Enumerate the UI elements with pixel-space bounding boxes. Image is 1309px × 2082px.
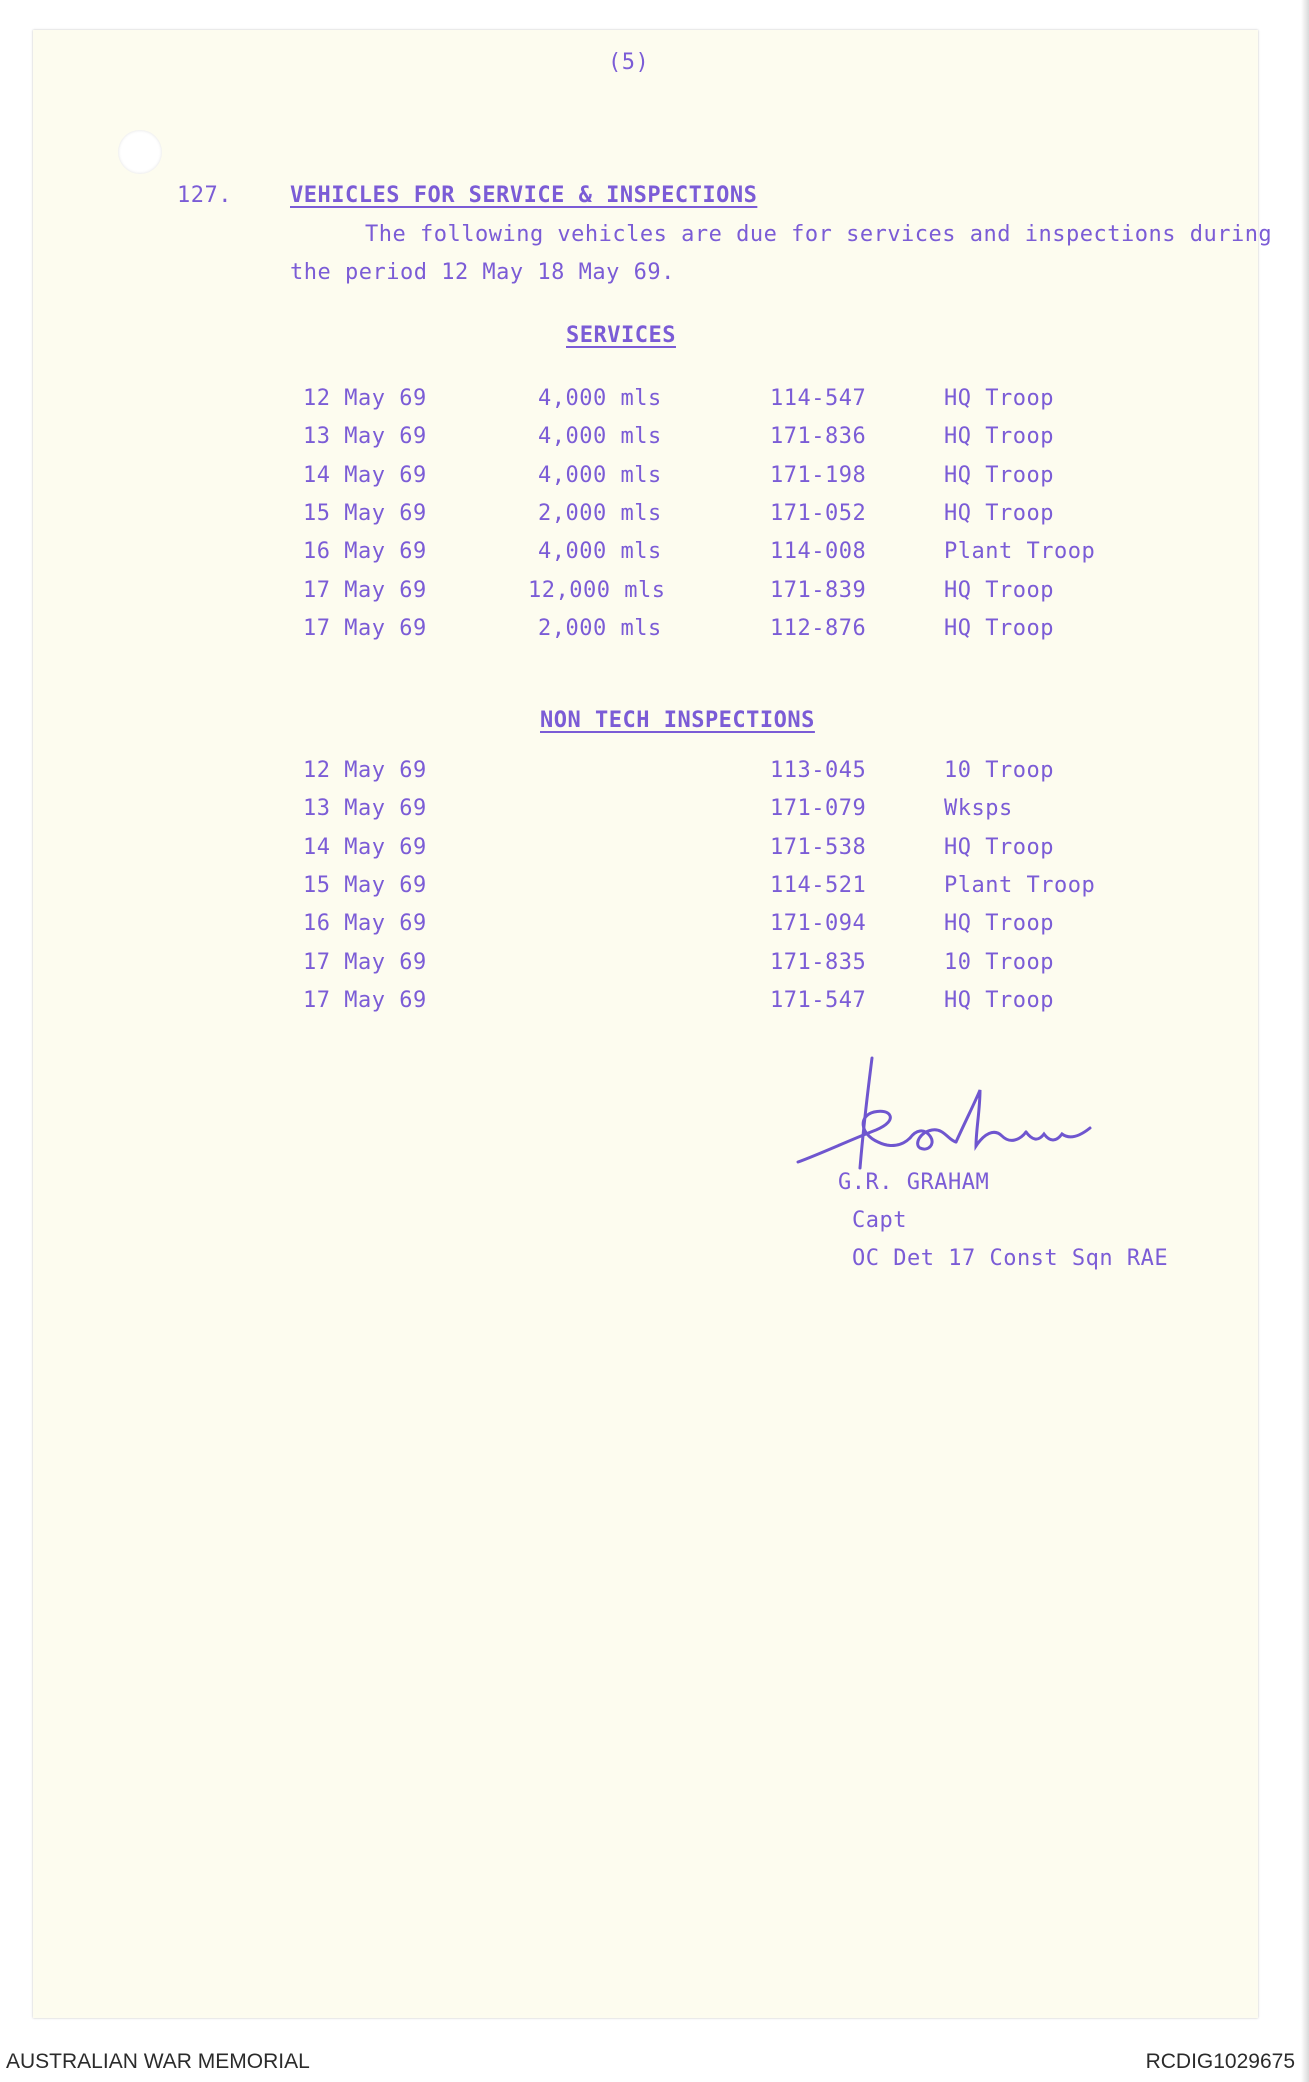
- signatory-position: OC Det 17 Const Sqn RAE: [852, 1246, 1169, 1271]
- row-unit: HQ Troop: [944, 911, 1054, 936]
- row-vehicle: 113-045: [770, 758, 867, 783]
- row-date: 14 May 69: [303, 463, 427, 488]
- row-unit: HQ Troop: [944, 988, 1054, 1013]
- row-date: 12 May 69: [303, 386, 427, 411]
- row-date: 17 May 69: [303, 578, 427, 603]
- row-vehicle: 114-521: [770, 873, 867, 898]
- row-distance: 4,000 mls: [538, 386, 662, 411]
- row-unit: HQ Troop: [944, 501, 1054, 526]
- row-unit: HQ Troop: [944, 424, 1054, 449]
- row-vehicle: 171-052: [770, 501, 867, 526]
- row-distance: 4,000 mls: [538, 463, 662, 488]
- row-vehicle: 114-547: [770, 386, 867, 411]
- row-vehicle: 171-547: [770, 988, 867, 1013]
- row-vehicle: 171-079: [770, 796, 867, 821]
- footer-left: AUSTRALIAN WAR MEMORIAL: [6, 2050, 310, 2073]
- row-date: 15 May 69: [303, 873, 427, 898]
- row-distance: 2,000 mls: [538, 616, 662, 641]
- punch-hole: [118, 130, 162, 174]
- row-distance: 12,000 mls: [528, 578, 666, 603]
- row-date: 14 May 69: [303, 835, 427, 860]
- row-unit: 10 Troop: [944, 950, 1054, 975]
- row-date: 12 May 69: [303, 758, 427, 783]
- row-unit: Plant Troop: [944, 873, 1096, 898]
- row-distance: 4,000 mls: [538, 424, 662, 449]
- paragraph-title: VEHICLES FOR SERVICE & INSPECTIONS: [290, 183, 758, 208]
- signatory-rank: Capt: [852, 1208, 907, 1233]
- row-date: 16 May 69: [303, 539, 427, 564]
- footer-right: RCDIG1029675: [1145, 2050, 1295, 2073]
- row-unit: HQ Troop: [944, 578, 1054, 603]
- row-date: 16 May 69: [303, 911, 427, 936]
- paragraph-number: 127.: [177, 183, 232, 208]
- row-unit: 10 Troop: [944, 758, 1054, 783]
- row-vehicle: 171-836: [770, 424, 867, 449]
- row-date: 15 May 69: [303, 501, 427, 526]
- row-date: 17 May 69: [303, 988, 427, 1013]
- row-distance: 4,000 mls: [538, 539, 662, 564]
- row-vehicle: 171-538: [770, 835, 867, 860]
- body-line-2: the period 12 May 18 May 69.: [290, 260, 675, 285]
- page-number: (5): [608, 50, 650, 75]
- row-vehicle: 171-839: [770, 578, 867, 603]
- row-unit: Wksps: [944, 796, 1013, 821]
- scan-edge: [1301, 0, 1309, 2082]
- row-vehicle: 114-008: [770, 539, 867, 564]
- row-vehicle: 112-876: [770, 616, 867, 641]
- row-distance: 2,000 mls: [538, 501, 662, 526]
- row-date: 13 May 69: [303, 796, 427, 821]
- body-line-1: The following vehicles are due for services and inspections during: [365, 222, 1273, 247]
- row-date: 17 May 69: [303, 950, 427, 975]
- row-unit: HQ Troop: [944, 463, 1054, 488]
- non-tech-heading: NON TECH INSPECTIONS: [540, 708, 815, 733]
- row-vehicle: 171-198: [770, 463, 867, 488]
- row-date: 13 May 69: [303, 424, 427, 449]
- row-unit: Plant Troop: [944, 539, 1096, 564]
- row-date: 17 May 69: [303, 616, 427, 641]
- signatory-name: G.R. GRAHAM: [838, 1170, 990, 1195]
- row-unit: HQ Troop: [944, 386, 1054, 411]
- row-vehicle: 171-835: [770, 950, 867, 975]
- row-unit: HQ Troop: [944, 616, 1054, 641]
- row-unit: HQ Troop: [944, 835, 1054, 860]
- row-vehicle: 171-094: [770, 911, 867, 936]
- services-heading: SERVICES: [566, 323, 676, 348]
